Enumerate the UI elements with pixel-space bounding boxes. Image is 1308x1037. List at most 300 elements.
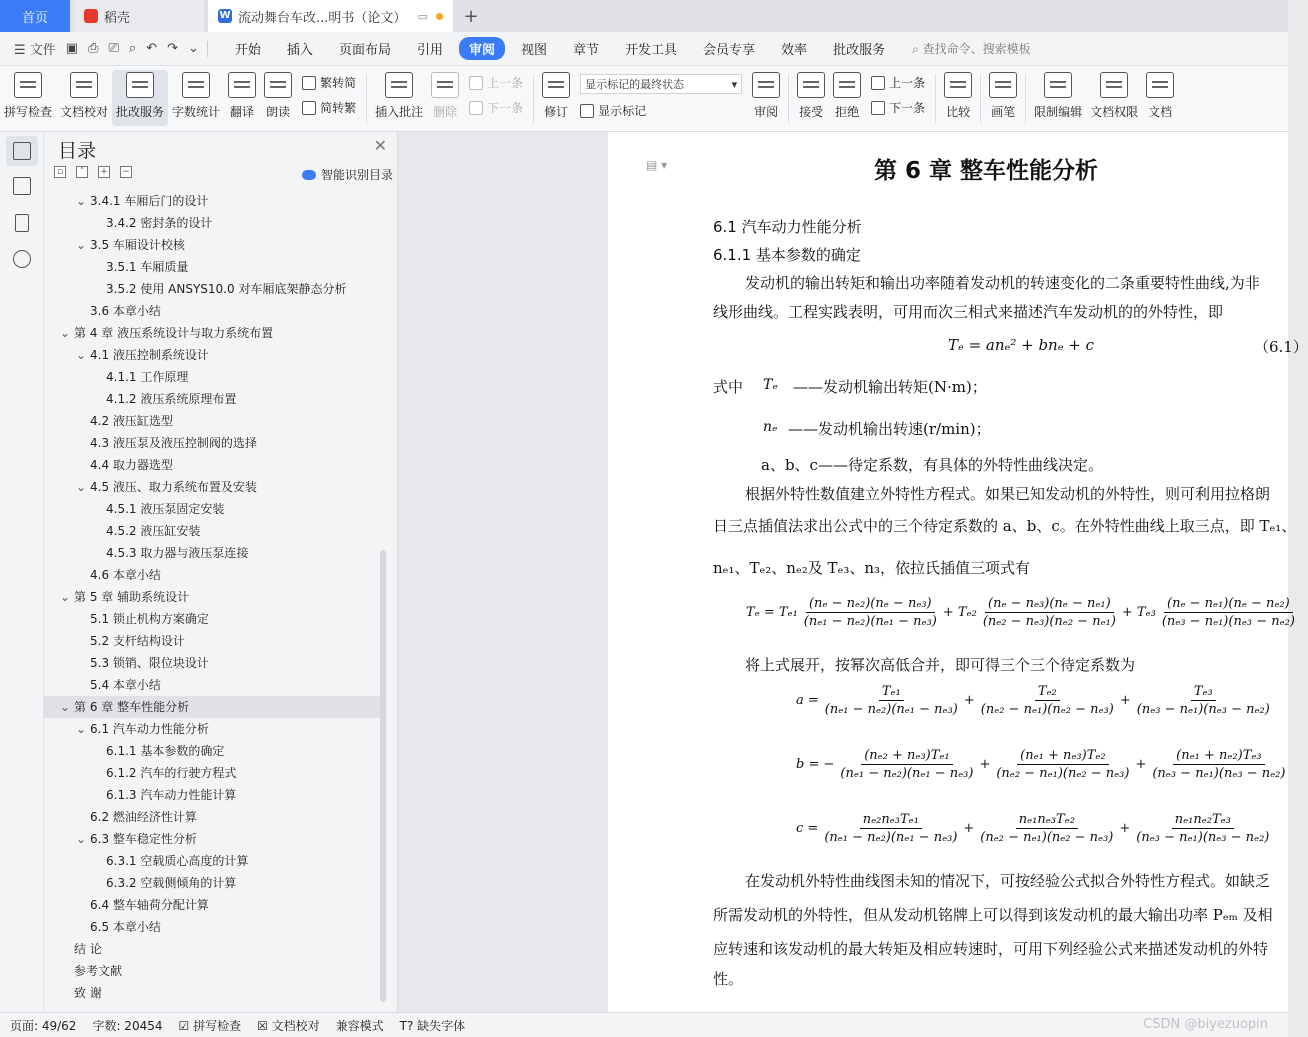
search-icon[interactable] bbox=[13, 250, 31, 268]
export-icon[interactable]: ⎙ bbox=[88, 41, 99, 56]
spell-check-button[interactable] bbox=[0, 70, 56, 126]
toc-item[interactable] bbox=[44, 542, 380, 564]
pen-button[interactable] bbox=[985, 70, 1021, 126]
toc-item[interactable] bbox=[44, 674, 380, 696]
preview-icon[interactable]: ⌕ bbox=[128, 41, 137, 56]
next-change-button[interactable] bbox=[871, 99, 925, 116]
paragraph-line: 日三点插值法求出公式中的三个待定系数的 a、b、c。在外特性曲线上取三点，即 Tₑ₁、 bbox=[713, 517, 1297, 535]
fraction-denominator: (nₑ₂ − nₑ₃)(nₑ₂ − nₑ₁) bbox=[982, 614, 1116, 629]
tab-document[interactable] bbox=[208, 0, 453, 32]
missing-font-indicator[interactable]: T? 缺失字体 bbox=[399, 1018, 466, 1033]
toc-item[interactable] bbox=[44, 366, 380, 388]
menu-item[interactable]: 章节 bbox=[573, 43, 600, 58]
insert-comment-icon bbox=[385, 72, 413, 98]
toc-item-label: 第 4 章 液压系统设计与取力系统布置 bbox=[74, 326, 274, 340]
translate-label: 翻译 bbox=[230, 105, 255, 119]
redo-icon[interactable]: ↷ bbox=[167, 41, 178, 56]
toc-title: 目录 bbox=[58, 140, 97, 162]
plus-sign: + bbox=[963, 693, 975, 708]
correction-service-icon bbox=[126, 72, 154, 98]
paragraph-line: nₑ₁、Tₑ₂、nₑ₂及 Tₑ₃、n₃，依拉氏插值三项式有 bbox=[713, 559, 1031, 577]
toc-item-label: 4.5.2 液压缸安装 bbox=[106, 524, 201, 538]
toc-item[interactable] bbox=[44, 190, 380, 212]
watermark: CSDN @biyezuopin bbox=[1143, 1017, 1268, 1032]
toc-item[interactable] bbox=[44, 498, 380, 520]
toc-item-label: 4.2 液压缸选型 bbox=[90, 414, 173, 428]
page-layout-icon[interactable]: ▤ ▾ bbox=[646, 158, 668, 172]
plus-sign: + bbox=[1135, 757, 1147, 772]
toc-item[interactable] bbox=[44, 850, 380, 872]
smart-toc-label: 智能识别目录 bbox=[320, 168, 393, 182]
toc-scrollbar[interactable] bbox=[380, 132, 388, 1012]
paragraph-line: 将上式展开，按幂次高低合并，即可得三个三个待定系数为 bbox=[745, 656, 1136, 674]
spell-check-label: 拼写检查 bbox=[4, 105, 53, 119]
fraction-denominator: (nₑ₁ − nₑ₂)(nₑ₁ − nₑ₃) bbox=[824, 702, 958, 717]
review-ribbon bbox=[0, 66, 1288, 132]
correction-service-label: 批改服务 bbox=[116, 105, 165, 119]
spell-check-icon bbox=[14, 72, 42, 98]
tab-daoke[interactable] bbox=[74, 0, 204, 32]
where-lead: 式中 bbox=[713, 378, 744, 396]
tab-bar bbox=[0, 0, 1288, 32]
chapter-nav-icon[interactable] bbox=[13, 177, 31, 195]
prev-change-label: 上一条 bbox=[889, 76, 926, 90]
toc-item[interactable] bbox=[44, 322, 380, 344]
toc-item-label: 6.1.3 汽车动力性能计算 bbox=[106, 788, 237, 802]
toc-item-label: 4.1.2 液压系统原理布置 bbox=[106, 392, 237, 406]
bookmark-icon[interactable] bbox=[15, 214, 29, 232]
toc-item-label: 3.4.1 车厢后门的设计 bbox=[90, 194, 209, 208]
next-comment-icon bbox=[469, 101, 483, 115]
toc-item-label: 结 论 bbox=[74, 942, 102, 956]
tab-home-label: 首页 bbox=[21, 10, 48, 26]
lagrange-equation bbox=[746, 596, 1301, 629]
fraction-numerator: nₑ₁nₑ₂Tₑ₃ bbox=[1172, 812, 1234, 829]
toc-item-label: 4.3 液压泵及液压控制阀的选择 bbox=[90, 436, 257, 450]
menu-item[interactable]: 审阅 bbox=[459, 37, 505, 60]
reject-label: 拒绝 bbox=[835, 105, 860, 119]
delete-comment-button[interactable] bbox=[427, 70, 463, 126]
writer-logo-icon: W bbox=[219, 10, 231, 21]
chevron-down-icon[interactable]: ⌄ bbox=[76, 194, 87, 208]
ribbon-divider bbox=[1025, 74, 1026, 124]
prev-change-button[interactable] bbox=[871, 74, 925, 91]
fraction-denominator: (nₑ₁ − nₑ₂)(nₑ₁ − nₑ₃) bbox=[803, 614, 937, 629]
daoke-logo-icon bbox=[84, 9, 98, 23]
chinese-conversion-group bbox=[296, 70, 362, 116]
next-change-label: 下一条 bbox=[889, 101, 926, 115]
tab-daoke-label: 稻壳 bbox=[104, 10, 131, 26]
translate-icon bbox=[228, 72, 256, 98]
show-markup-icon bbox=[580, 104, 594, 118]
simp-to-trad-button[interactable] bbox=[302, 99, 356, 116]
document-more-label: 文档 bbox=[1148, 105, 1173, 119]
fraction-numerator: Tₑ₂ bbox=[1035, 684, 1060, 701]
correction-service-button[interactable] bbox=[112, 70, 168, 126]
fraction-denominator: (nₑ₃ − nₑ₁)(nₑ₃ − nₑ₂) bbox=[1136, 702, 1270, 717]
read-aloud-button[interactable] bbox=[260, 70, 296, 126]
toc-icon[interactable] bbox=[13, 142, 31, 160]
accept-button[interactable] bbox=[793, 70, 829, 126]
toc-item[interactable] bbox=[44, 960, 380, 982]
fraction-denominator: (nₑ₁ − nₑ₂)(nₑ₁ − nₑ₃) bbox=[840, 766, 974, 781]
toc-item-label: 3.5.2 使用 ANSYS10.0 对车厢底架静态分析 bbox=[106, 282, 347, 296]
pen-label: 画笔 bbox=[991, 105, 1016, 119]
permission-icon bbox=[1100, 72, 1128, 98]
toc-item[interactable] bbox=[44, 982, 380, 1004]
lagrange-lhs: Tₑ = Tₑ₁ bbox=[746, 605, 798, 620]
chevron-down-icon[interactable]: ⌄ bbox=[76, 480, 87, 494]
toc-item-label: 6.3.1 空载质心高度的计算 bbox=[106, 854, 249, 868]
toc-item[interactable] bbox=[44, 872, 380, 894]
toc-scroll-thumb[interactable] bbox=[380, 550, 386, 1002]
toc-item-label: 3.5 车厢设计校核 bbox=[90, 238, 185, 252]
equation-a bbox=[796, 684, 1276, 717]
paragraph-line: 线形曲线。工程实践表明，可用而次三相式来描述汽车发动机的的外特性，即 bbox=[713, 303, 1224, 321]
paragraph-line: 所需发动机的外特性，但从发动机铭牌上可以得到该发动机的最大输出功率 Pₑₘ 及相 bbox=[713, 906, 1273, 924]
prev-change-icon bbox=[871, 76, 885, 90]
toc-list bbox=[44, 190, 380, 1004]
lagrange-term-2: + Tₑ₂ bbox=[942, 605, 977, 620]
read-aloud-label: 朗读 bbox=[266, 105, 291, 119]
equation-lhs: b = − bbox=[796, 757, 835, 772]
toc-item-label: 6.3 整车稳定性分析 bbox=[90, 832, 197, 846]
fraction bbox=[1133, 812, 1272, 845]
expand-plus-icon[interactable]: + bbox=[98, 166, 110, 178]
toc-item[interactable] bbox=[44, 916, 380, 938]
toc-tools bbox=[54, 166, 132, 178]
equation-number: （6.1） bbox=[1254, 338, 1308, 356]
toc-item[interactable] bbox=[44, 762, 380, 784]
toc-item[interactable] bbox=[44, 718, 380, 740]
chevron-down-icon: ▾ bbox=[731, 77, 738, 91]
toc-item-label: 5.1 锁止机构方案确定 bbox=[90, 612, 209, 626]
menu-item[interactable]: 插入 bbox=[286, 43, 313, 58]
equation-lhs: c = bbox=[796, 821, 819, 836]
next-comment-button[interactable] bbox=[469, 99, 523, 116]
toc-item[interactable] bbox=[44, 806, 380, 828]
chevron-down-icon[interactable]: ⌄ bbox=[188, 41, 199, 56]
restrict-editing-button[interactable] bbox=[1030, 70, 1086, 126]
lagrange-term-3: + Tₑ₃ bbox=[1121, 605, 1156, 620]
fraction-denominator: (nₑ₃ − nₑ₁)(nₑ₃ − nₑ₂) bbox=[1136, 830, 1270, 845]
toc-item[interactable] bbox=[44, 344, 380, 366]
fraction-denominator: (nₑ₂ − nₑ₁)(nₑ₂ − nₑ₃) bbox=[980, 702, 1114, 717]
document-page[interactable] bbox=[608, 132, 1308, 1012]
toc-item-label: 4.1 液压控制系统设计 bbox=[90, 348, 209, 362]
trad-to-simp-label: 繁转简 bbox=[320, 76, 357, 90]
pen-icon bbox=[989, 72, 1017, 98]
toc-item[interactable] bbox=[44, 388, 380, 410]
toc-item[interactable] bbox=[44, 740, 380, 762]
toc-item[interactable] bbox=[44, 564, 380, 586]
chapter-title: 第 6 章 整车性能分析 bbox=[874, 158, 1099, 184]
toc-item-label: 4.5 液压、取力系统布置及安装 bbox=[90, 480, 257, 494]
menu-item[interactable]: 效率 bbox=[781, 43, 808, 58]
toc-item-label: 4.4 取力器选型 bbox=[90, 458, 173, 472]
compare-icon bbox=[944, 72, 972, 98]
plus-sign: + bbox=[1119, 693, 1131, 708]
fraction-numerator: (nₑ₂ + nₑ₃)Tₑ₁ bbox=[861, 748, 952, 765]
toc-item-label: 5.3 锁销、限位块设计 bbox=[90, 656, 209, 670]
lagrange-fraction-2 bbox=[980, 596, 1119, 629]
reject-button[interactable] bbox=[829, 70, 865, 126]
track-changes-button[interactable] bbox=[538, 70, 574, 126]
chevron-down-icon[interactable]: ⌄ bbox=[60, 326, 71, 340]
trad-to-simp-button[interactable] bbox=[302, 74, 356, 91]
word-count-button[interactable] bbox=[168, 70, 224, 126]
collapse-all-icon[interactable]: ▫ bbox=[54, 166, 66, 178]
toc-item[interactable] bbox=[44, 586, 380, 608]
lock-icon bbox=[1044, 72, 1072, 98]
fraction-denominator: (nₑ₂ − nₑ₁)(nₑ₂ − nₑ₃) bbox=[996, 766, 1130, 781]
fraction-numerator: (nₑ₁ + nₑ₃)Tₑ₂ bbox=[1017, 748, 1108, 765]
change-nav-group bbox=[865, 70, 931, 116]
menu-item[interactable]: 视图 bbox=[520, 43, 547, 58]
toc-item-label: 第 5 章 辅助系统设计 bbox=[74, 590, 190, 604]
plus-icon: + bbox=[463, 5, 479, 27]
plus-sign: + bbox=[1119, 821, 1131, 836]
track-changes-icon bbox=[542, 72, 570, 98]
accept-label: 接受 bbox=[799, 105, 824, 119]
toc-item-label: 3.5.1 车厢质量 bbox=[106, 260, 189, 274]
next-comment-label: 下一条 bbox=[487, 101, 524, 115]
toc-item[interactable] bbox=[44, 432, 380, 454]
fraction-denominator: (nₑ₃ − nₑ₁)(nₑ₃ − nₑ₂) bbox=[1161, 614, 1295, 629]
paragraph-line: 应转速和该发动机的最大转矩及相应转速时，可用下列经验公式来描述发动机的外特 bbox=[713, 940, 1269, 958]
subsection-heading: 6.1.1 基本参数的确定 bbox=[713, 246, 861, 264]
plus-sign: + bbox=[979, 757, 991, 772]
accept-icon bbox=[797, 72, 825, 98]
symbol-ne-desc: ——发动机输出转速(r/min)； bbox=[788, 420, 991, 438]
document-more-button[interactable] bbox=[1142, 70, 1178, 126]
toc-item-label: 6.1.2 汽车的行驶方程式 bbox=[106, 766, 237, 780]
toc-item-label: 第 6 章 整车性能分析 bbox=[74, 700, 190, 714]
search-icon: ⌕ bbox=[912, 42, 923, 56]
new-tab-button[interactable] bbox=[453, 0, 489, 32]
fraction bbox=[978, 684, 1117, 717]
fraction-numerator: Tₑ₃ bbox=[1191, 684, 1216, 701]
ribbon-divider bbox=[366, 74, 367, 124]
lagrange-fraction-1 bbox=[801, 596, 940, 629]
menu-item[interactable]: 开发工具 bbox=[625, 43, 678, 58]
equation-b bbox=[796, 748, 1291, 781]
fraction bbox=[993, 748, 1132, 781]
word-count-label: 字数统计 bbox=[172, 105, 221, 119]
toc-item[interactable] bbox=[44, 520, 380, 542]
proofread-label: 文档校对 bbox=[60, 105, 109, 119]
translate-button[interactable] bbox=[224, 70, 260, 126]
command-search[interactable] bbox=[912, 40, 1031, 57]
markup-state-value: 显示标记的最终状态 bbox=[585, 78, 685, 91]
toc-item-label: 6.5 本章小结 bbox=[90, 920, 161, 934]
toc-item[interactable] bbox=[44, 410, 380, 432]
print-icon[interactable]: ⎚ bbox=[108, 41, 119, 56]
equation-lhs: a = bbox=[796, 693, 819, 708]
chevron-down-icon[interactable]: ⌄ bbox=[76, 722, 87, 736]
symbol-abc-desc: a、b、c——待定系数，有具体的外特性曲线决定。 bbox=[761, 456, 1103, 474]
toc-item[interactable] bbox=[44, 938, 380, 960]
section-heading: 6.1 汽车动力性能分析 bbox=[713, 218, 862, 236]
ribbon-divider bbox=[935, 74, 936, 124]
toc-item[interactable] bbox=[44, 784, 380, 806]
proofread-icon bbox=[70, 72, 98, 98]
toc-item[interactable] bbox=[44, 278, 380, 300]
fraction bbox=[821, 812, 960, 845]
fraction-numerator: Tₑ₁ bbox=[879, 684, 904, 701]
toc-item[interactable] bbox=[44, 476, 380, 498]
compare-label: 比较 bbox=[946, 105, 971, 119]
fraction-numerator: (nₑ − nₑ₂)(nₑ − nₑ₃) bbox=[806, 596, 935, 613]
toc-item-label: 4.6 本章小结 bbox=[90, 568, 161, 582]
toc-panel bbox=[44, 132, 398, 1012]
page-indicator[interactable]: 页面: 49/62 bbox=[10, 1018, 77, 1033]
spell-check-status[interactable]: ☑ 拼写检查 bbox=[178, 1018, 242, 1033]
ribbon-divider bbox=[533, 74, 534, 124]
prev-comment-label: 上一条 bbox=[487, 76, 524, 90]
menu-item[interactable]: 开始 bbox=[234, 43, 261, 58]
menu-separator bbox=[207, 41, 208, 57]
toc-item[interactable] bbox=[44, 608, 380, 630]
prev-comment-icon bbox=[469, 76, 483, 90]
unsaved-dot-icon bbox=[436, 13, 443, 20]
fraction-numerator: (nₑ₁ + nₑ₂)Tₑ₃ bbox=[1173, 748, 1264, 765]
nav-rail bbox=[0, 132, 44, 1012]
fraction bbox=[822, 684, 961, 717]
review-pane-label: 审阅 bbox=[754, 105, 779, 119]
review-pane-button[interactable] bbox=[748, 70, 784, 126]
proofread-button[interactable] bbox=[56, 70, 112, 126]
toc-item[interactable] bbox=[44, 696, 380, 718]
simp-to-trad-icon bbox=[302, 101, 316, 115]
ribbon-divider bbox=[788, 74, 789, 124]
compat-mode-indicator: 兼容模式 bbox=[335, 1018, 384, 1033]
show-markup-button[interactable] bbox=[580, 102, 742, 119]
toc-item-label: 6.3.2 空载侧倾角的计算 bbox=[106, 876, 237, 890]
toc-item[interactable] bbox=[44, 300, 380, 322]
comment-nav-group bbox=[463, 70, 529, 116]
toc-item[interactable] bbox=[44, 212, 380, 234]
menu-item[interactable]: 页面布局 bbox=[338, 43, 391, 58]
toc-item-label: 5.4 本章小结 bbox=[90, 678, 161, 692]
track-changes-label: 修订 bbox=[544, 105, 569, 119]
save-icon[interactable]: ▣ bbox=[65, 41, 79, 56]
simp-to-trad-label: 简转繁 bbox=[320, 101, 357, 115]
tab-home[interactable] bbox=[0, 0, 70, 32]
smart-cloud-icon bbox=[302, 170, 316, 180]
toc-item[interactable] bbox=[44, 256, 380, 278]
fraction-numerator: nₑ₂nₑ₃Tₑ₁ bbox=[860, 812, 922, 829]
prev-comment-button[interactable] bbox=[469, 74, 523, 91]
proofread-status[interactable]: ☒ 文档校对 bbox=[257, 1018, 320, 1033]
symbol-ne: nₑ bbox=[763, 419, 778, 435]
document-margin-area bbox=[398, 132, 608, 1012]
toc-item[interactable] bbox=[44, 630, 380, 652]
paragraph-line: 性。 bbox=[713, 970, 744, 988]
fraction bbox=[977, 812, 1116, 845]
toc-item-label: 6.1.1 基本参数的确定 bbox=[106, 744, 225, 758]
main-menus bbox=[222, 37, 898, 60]
toc-item[interactable] bbox=[44, 894, 380, 916]
undo-icon[interactable]: ↶ bbox=[146, 41, 158, 56]
document-permission-label: 文档权限 bbox=[1090, 105, 1139, 119]
file-menu[interactable]: ☰ 文件 bbox=[14, 43, 56, 58]
equation-c bbox=[796, 812, 1275, 845]
paragraph-line: 在发动机外特性曲线图未知的情况下，可按经验公式拟合外特性方程式。如缺乏 bbox=[745, 872, 1271, 890]
chevron-down-icon[interactable]: ⌄ bbox=[60, 700, 71, 714]
toc-item-label: 3.4.2 密封条的设计 bbox=[106, 216, 213, 230]
toc-item[interactable] bbox=[44, 454, 380, 476]
chevron-down-icon[interactable]: ⌄ bbox=[76, 238, 87, 252]
fraction-denominator: (nₑ₂ − nₑ₁)(nₑ₂ − nₑ₃) bbox=[980, 830, 1114, 845]
status-bar bbox=[0, 1012, 1288, 1037]
insert-comment-label: 插入批注 bbox=[375, 105, 424, 119]
delete-comment-label: 删除 bbox=[433, 105, 458, 119]
expand-up-icon[interactable]: ˄ bbox=[76, 166, 88, 178]
fraction bbox=[1134, 684, 1273, 717]
lagrange-fraction-3 bbox=[1159, 596, 1298, 629]
menu-bar bbox=[0, 32, 1288, 66]
toc-item[interactable] bbox=[44, 828, 380, 850]
fraction-denominator: (nₑ₁ − nₑ₂)(nₑ₁ − nₑ₃) bbox=[824, 830, 958, 845]
chevron-down-icon[interactable]: ⌄ bbox=[76, 832, 87, 846]
collapse-minus-icon[interactable]: − bbox=[120, 166, 132, 178]
ribbon-divider bbox=[980, 74, 981, 124]
chevron-down-icon[interactable]: ⌄ bbox=[60, 590, 71, 604]
symbol-te: Tₑ bbox=[763, 377, 778, 393]
compare-button[interactable] bbox=[940, 70, 976, 126]
paragraph-line: 发动机的输出转矩和输出功率随着发动机的转速变化的二条重要特性曲线,为非 bbox=[745, 274, 1260, 292]
toc-item[interactable] bbox=[44, 652, 380, 674]
quick-access bbox=[0, 39, 199, 58]
fraction bbox=[837, 748, 976, 781]
chevron-down-icon[interactable]: ⌄ bbox=[76, 348, 87, 362]
toc-item[interactable] bbox=[44, 234, 380, 256]
symbol-te-desc: ——发动机输出转矩(N·m)； bbox=[793, 378, 987, 396]
menu-item[interactable]: 会员专享 bbox=[703, 43, 756, 58]
menu-item[interactable]: 引用 bbox=[416, 43, 443, 58]
fraction-denominator: (nₑ₃ − nₑ₁)(nₑ₃ − nₑ₂) bbox=[1152, 766, 1286, 781]
toc-item-label: 4.5.3 取力器与液压泵连接 bbox=[106, 546, 249, 560]
show-markup-label: 显示标记 bbox=[598, 104, 647, 118]
fraction-numerator: nₑ₁nₑ₃Tₑ₂ bbox=[1016, 812, 1078, 829]
toc-item-label: 3.6 本章小结 bbox=[90, 304, 161, 318]
monitor-icon[interactable]: ▭ bbox=[417, 9, 428, 23]
equation-6-1: Tₑ = anₑ² + bnₑ + c bbox=[948, 336, 1095, 354]
toc-item-label: 6.1 汽车动力性能分析 bbox=[90, 722, 209, 736]
trad-to-simp-icon bbox=[302, 76, 316, 90]
toc-item-label: 4.5.1 液压泵固定安装 bbox=[106, 502, 225, 516]
toc-item-label: 参考文献 bbox=[74, 964, 123, 978]
menu-item[interactable]: 批改服务 bbox=[833, 43, 886, 58]
fraction-numerator: (nₑ − nₑ₃)(nₑ − nₑ₁) bbox=[985, 596, 1114, 613]
review-pane-icon bbox=[752, 72, 780, 98]
close-icon[interactable]: ✕ bbox=[373, 136, 387, 155]
toc-item-label: 6.4 整车轴荷分配计算 bbox=[90, 898, 209, 912]
word-count-indicator[interactable]: 字数: 20454 bbox=[92, 1018, 163, 1033]
toc-item-label: 5.2 支杆结构设计 bbox=[90, 634, 185, 648]
markup-state-select[interactable] bbox=[580, 74, 742, 94]
fraction-numerator: (nₑ − nₑ₁)(nₑ − nₑ₂) bbox=[1164, 596, 1293, 613]
fraction bbox=[1149, 748, 1288, 781]
restrict-editing-label: 限制编辑 bbox=[1034, 105, 1083, 119]
read-aloud-icon bbox=[264, 72, 292, 98]
insert-comment-button[interactable] bbox=[371, 70, 427, 126]
word-count-icon bbox=[182, 72, 210, 98]
toc-item-label: 6.2 燃油经济性计算 bbox=[90, 810, 197, 824]
document-permission-button[interactable] bbox=[1086, 70, 1142, 126]
delete-comment-icon bbox=[431, 72, 459, 98]
